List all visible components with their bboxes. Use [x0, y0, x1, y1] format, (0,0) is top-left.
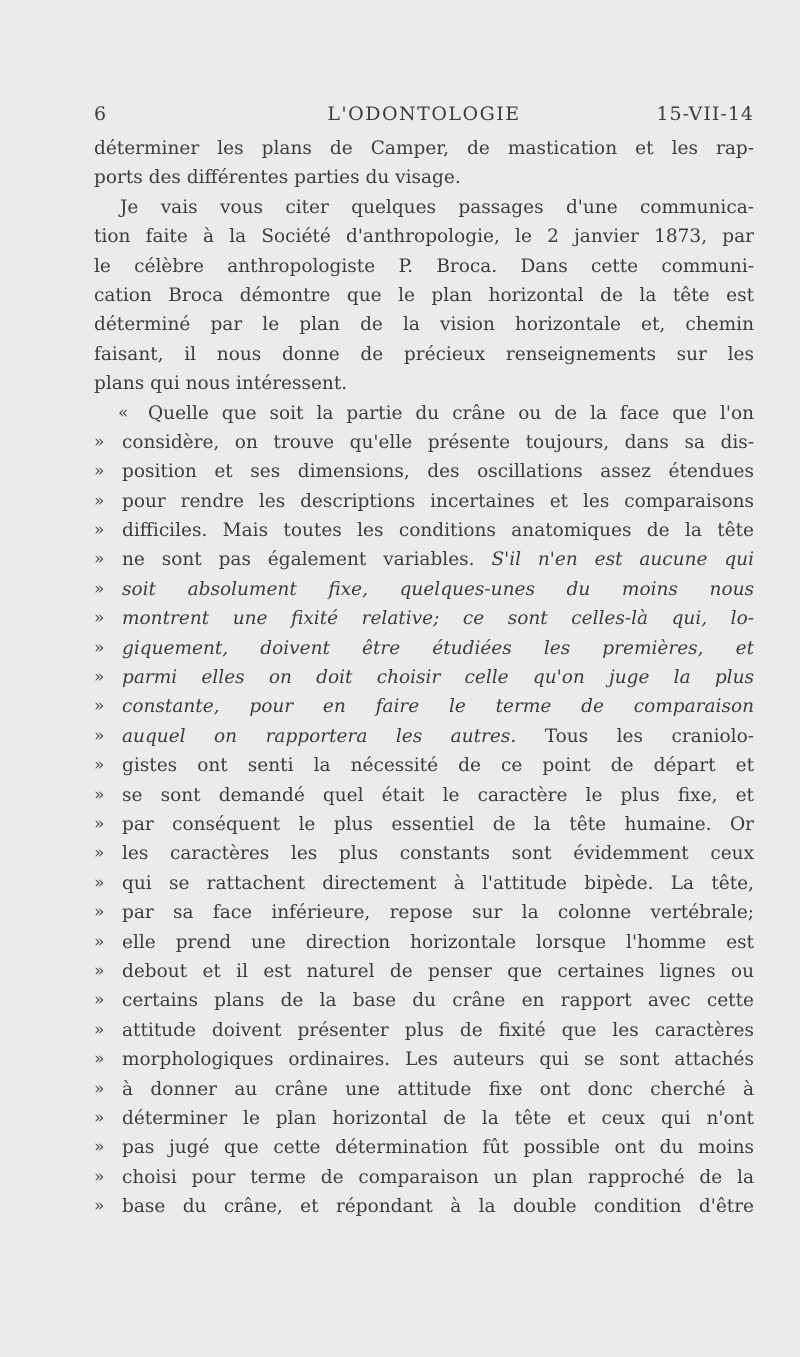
journal-title: L'ODONTOLOGIE	[327, 103, 521, 125]
text-line	[94, 575, 754, 604]
roman-text: déterminer les plans de Camper, de mastication et les rap-	[94, 138, 754, 159]
line-text	[122, 1163, 754, 1192]
line-text	[94, 310, 754, 339]
quote-mark: »	[94, 667, 105, 688]
roman-text: ports des différentes parties du visage.	[94, 167, 461, 189]
line-text	[122, 1075, 754, 1104]
italic-text: auquel on rapportera les autres.	[122, 725, 517, 747]
text-line	[94, 1192, 754, 1221]
italic-text: giquement, doivent être étudiées les premières, et	[122, 637, 754, 659]
line-text	[94, 369, 754, 398]
roman-text: se sont demandé quel était le caractère le plus fixe, et	[122, 784, 754, 806]
quote-mark: »	[94, 578, 105, 599]
quote-mark: »	[94, 872, 105, 893]
text-line	[94, 399, 754, 428]
roman-text: difficiles. Mais toutes les conditions anatomiques de la tête	[122, 520, 754, 542]
line-text	[122, 1045, 754, 1074]
text-line	[94, 869, 754, 898]
text-line	[94, 1045, 754, 1074]
quote-mark: »	[94, 549, 105, 570]
quote-mark: »	[94, 784, 105, 805]
line-text	[122, 781, 754, 810]
line-text	[122, 722, 754, 751]
line-text	[122, 545, 754, 574]
quote-mark: »	[94, 755, 105, 776]
quote-mark: »	[94, 1166, 105, 1187]
roman-text: ne sont pas également variables.	[122, 549, 475, 571]
roman-text: choisi pour terme de comparaison un plan rapproché de la	[122, 1166, 754, 1188]
text-line	[94, 457, 754, 486]
text-line	[94, 163, 754, 192]
roman-text: morphologiques ordinaires. Les auteurs qui se sont attachés	[122, 1049, 754, 1071]
quote-mark: »	[94, 1078, 105, 1099]
quote-mark: »	[94, 696, 105, 717]
text-line	[94, 663, 754, 692]
quote-mark: »	[94, 960, 105, 981]
quote-mark: »	[94, 813, 105, 834]
text-line	[94, 340, 754, 369]
text-line	[94, 604, 754, 633]
quote-mark: »	[94, 725, 105, 746]
quote-mark: »	[94, 637, 105, 658]
roman-text: Quelle que soit la partie du crâne ou de la face que l'on	[148, 402, 754, 424]
quote-mark: »	[94, 520, 105, 541]
roman-text: faisant, il nous donne de précieux renseignements sur les	[94, 343, 754, 365]
quote-mark: »	[94, 902, 105, 923]
roman-text: base du crâne, et répondant à la double condition d'être	[122, 1196, 754, 1218]
line-text	[94, 163, 754, 192]
line-text	[122, 810, 754, 839]
line-text	[148, 399, 754, 428]
roman-text: elle prend une direction horizontale lorsque l'homme est	[122, 931, 754, 953]
text-line	[94, 634, 754, 663]
quote-mark: »	[94, 931, 105, 952]
text-line	[94, 310, 754, 339]
line-text	[122, 751, 754, 780]
text-line	[94, 1075, 754, 1104]
text-line	[94, 839, 754, 868]
text-line	[94, 1133, 754, 1162]
line-text	[122, 957, 754, 986]
line-text	[94, 134, 754, 163]
text-line	[94, 692, 754, 721]
text-line	[94, 516, 754, 545]
italic-text: S'il n'en est aucune qui	[491, 549, 754, 571]
roman-text: debout et il est naturel de penser que certaines lignes ou	[122, 960, 754, 982]
roman-text: certains plans de la base du crâne en rapport avec cette	[122, 990, 754, 1012]
quote-mark: »	[94, 843, 105, 864]
quote-mark: »	[94, 1107, 105, 1128]
roman-text: par conséquent le plus essentiel de la tête humaine. Or	[122, 813, 754, 835]
text-line	[94, 781, 754, 810]
roman-text: attitude doivent présenter plus de fixité que les caractères	[122, 1019, 754, 1041]
text-line	[94, 957, 754, 986]
line-text	[94, 340, 754, 369]
roman-text: cation Broca démontre que le plan horizontal de la tête est	[94, 284, 754, 306]
text-line	[94, 134, 754, 163]
text-line	[94, 1016, 754, 1045]
line-text	[94, 222, 754, 251]
roman-text: pour rendre les descriptions incertaines et les comparaisons	[122, 490, 754, 512]
line-text	[94, 281, 754, 310]
line-text	[122, 928, 754, 957]
text-line	[94, 428, 754, 457]
text-line	[94, 222, 754, 251]
quote-mark: »	[94, 1019, 105, 1040]
text-line	[94, 193, 754, 222]
roman-text: position et ses dimensions, des oscillations assez étendues	[122, 461, 754, 483]
text-line	[94, 1104, 754, 1133]
quote-mark: »	[94, 1137, 105, 1158]
line-text	[122, 1133, 754, 1162]
text-line	[94, 722, 754, 751]
text-line	[94, 252, 754, 281]
roman-text: à donner au crâne une attitude fixe ont donc cherché à	[122, 1078, 754, 1100]
quote-mark: «	[118, 402, 129, 423]
text-line	[94, 1163, 754, 1192]
roman-text: tion faite à la Société d'anthropologie, le 2 janvier 1873, par	[94, 226, 754, 248]
roman-text: plans qui nous intéressent.	[94, 373, 348, 395]
line-text	[122, 634, 754, 663]
line-text	[122, 692, 754, 721]
roman-text: Tous les craniolo-	[544, 725, 754, 747]
roman-text: qui se rattachent directement à l'attitude bipède. La tête,	[122, 872, 754, 894]
roman-text: les caractères les plus constants sont évidemment ceux	[122, 843, 754, 865]
text-line	[94, 810, 754, 839]
text-line	[94, 986, 754, 1015]
line-text	[122, 663, 754, 692]
line-text	[122, 1104, 754, 1133]
line-text	[122, 1192, 754, 1221]
italic-text: montrent une fixité relative; ce sont celles-là qui, lo-	[122, 608, 754, 630]
text-line	[94, 487, 754, 516]
line-text	[122, 839, 754, 868]
text-line	[94, 545, 754, 574]
roman-text: par sa face inférieure, repose sur la colonne vertébrale;	[122, 902, 754, 924]
quote-mark: »	[94, 1196, 105, 1217]
roman-text: pas jugé que cette détermination fût possible ont du moins	[122, 1137, 754, 1159]
text-line	[94, 928, 754, 957]
line-text	[122, 457, 754, 486]
line-text	[122, 986, 754, 1015]
quote-mark: »	[94, 990, 105, 1011]
italic-text: soit absolument fixe, quelques-unes du moins nous	[122, 578, 754, 600]
line-text	[122, 428, 754, 457]
text-line	[94, 751, 754, 780]
line-text	[122, 1016, 754, 1045]
roman-text: considère, on trouve qu'elle présente toujours, dans sa dis-	[122, 431, 754, 453]
roman-text: gistes ont senti la nécessité de ce point de départ et	[122, 755, 754, 777]
line-text	[122, 869, 754, 898]
quote-mark: »	[94, 431, 105, 452]
page-number: 6	[94, 103, 107, 125]
text-line	[94, 369, 754, 398]
quote-mark: »	[94, 490, 105, 511]
body-text	[94, 134, 754, 1221]
line-text	[122, 516, 754, 545]
running-header	[94, 100, 754, 128]
issue-date: 15-VII-14	[656, 103, 754, 125]
line-text	[122, 487, 754, 516]
quote-mark: »	[94, 1049, 105, 1070]
quote-mark: »	[94, 461, 105, 482]
quote-mark: »	[94, 608, 105, 629]
roman-text: le célèbre anthropologiste P. Broca. Dans cette communi-	[94, 255, 754, 277]
line-text	[122, 575, 754, 604]
line-text	[94, 252, 754, 281]
line-text	[122, 898, 754, 927]
italic-text: parmi elles on doit choisir celle qu'on juge la plus	[122, 667, 754, 689]
roman-text: déterminer le plan horizontal de la tête et ceux qui n'ont	[122, 1107, 754, 1129]
roman-text: déterminé par le plan de la vision horizontale et, chemin	[94, 314, 754, 336]
line-text	[122, 604, 754, 633]
italic-text: constante, pour en faire le terme de comparaison	[122, 696, 754, 718]
roman-text: Je vais vous citer quelques passages d'une communica-	[120, 196, 754, 218]
text-line	[94, 281, 754, 310]
line-text	[120, 193, 754, 222]
text-line	[94, 898, 754, 927]
